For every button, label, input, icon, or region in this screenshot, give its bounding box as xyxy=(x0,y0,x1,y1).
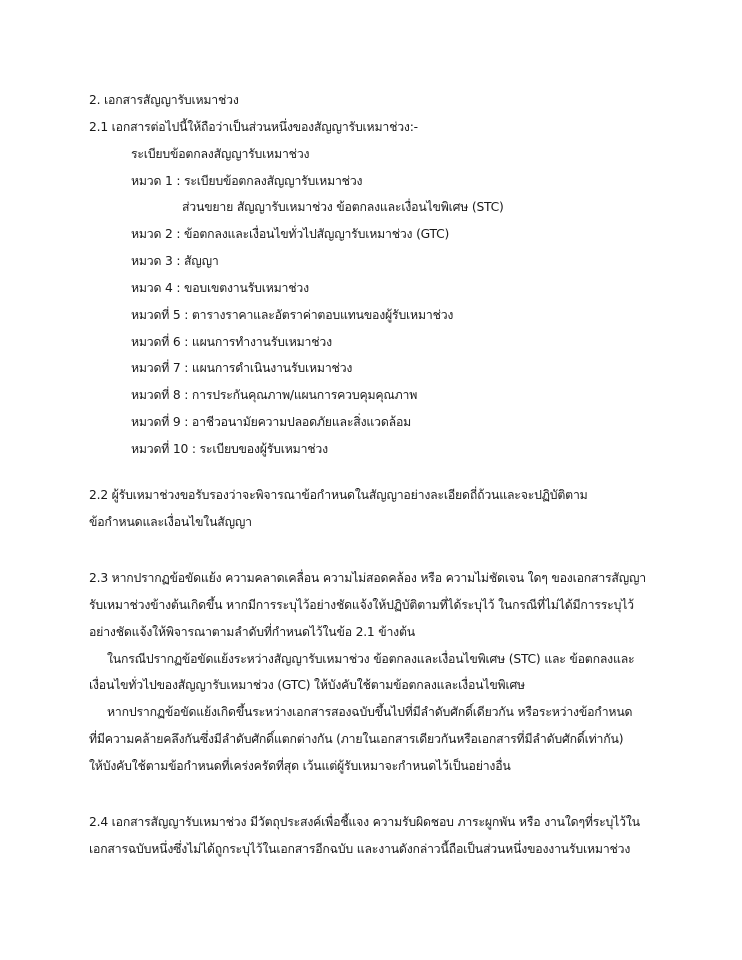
list-item: หมวดที่ 5 : ตารางราคาและอัตราค่าตอบแทนของผู้รับเหมาช่วง xyxy=(131,308,454,322)
section-2-3-line: อย่างชัดแจ้งให้พิจารณาตามลำดับที่กำหนดไว้ในข้อ 2.1 ข้างต้น xyxy=(89,625,415,639)
list-title: ระเบียบข้อตกลงสัญญารับเหมาช่วง xyxy=(131,147,310,161)
list-item: ส่วนขยาย สัญญารับเหมาช่วง ข้อตกลงและเงื่อนไขพิเศษ (STC) xyxy=(182,200,504,214)
section-2-3-line: ในกรณีปรากฏข้อขัดแย้งระหว่างสัญญารับเหมาช่วง ข้อตกลงและเงื่อนไขพิเศษ (STC) และ ข้อตกลงและ xyxy=(107,652,635,666)
section-2-3-line: เงื่อนไขทั่วไปของสัญญารับเหมาช่วง (GTC) ให้บังคับใช้ตามข้อตกลงและเงื่อนไขพิเศษ xyxy=(89,678,525,692)
section-heading: 2. เอกสารสัญญารับเหมาช่วง xyxy=(89,93,239,107)
section-2-4-line: 2.4 เอกสารสัญญารับเหมาช่วง มีวัตถุประสงค์เพื่อชี้แจง ความรับผิดชอบ ภาระผูกพัน หรือ งานใดๆที่ระบุไว้ใน xyxy=(89,815,640,829)
section-2-4-line: เอกสารฉบับหนึ่งซึ่งไม่ได้ถูกระบุไว้ในเอกสารอีกฉบับ และงานดังกล่าวนี้ถือเป็นส่วนหนึ่งของงานรับเหมาช่วง xyxy=(89,842,631,856)
list-item: หมวดที่ 6 : แผนการทำงานรับเหมาช่วง xyxy=(131,335,332,349)
section-2-1-intro: 2.1 เอกสารต่อไปนี้ให้ถือว่าเป็นส่วนหนึ่งของสัญญารับเหมาช่วง:- xyxy=(89,120,418,134)
list-item: หมวดที่ 8 : การประกันคุณภาพ/แผนการควบคุมคุณภาพ xyxy=(131,388,418,402)
list-item: หมวดที่ 9 : อาชีวอนามัยความปลอดภัยและสิ่งแวดล้อม xyxy=(131,415,412,429)
section-2-2-line: 2.2 ผู้รับเหมาช่วงขอรับรองว่าจะพิจารณาข้อกำหนดในสัญญาอย่างละเอียดถี่ถ้วนและจะปฏิบัติตาม xyxy=(89,488,588,502)
list-item: หมวด 1 : ระเบียบข้อตกลงสัญญารับเหมาช่วง xyxy=(131,174,363,188)
section-2-3-line: หากปรากฏข้อขัดแย้งเกิดขึ้นระหว่างเอกสารสองฉบับขึ้นไปที่มีลำดับศักดิ์เดียวกัน หรือระหว่างข้อกำหนด xyxy=(107,705,633,719)
list-item: หมวด 2 : ข้อตกลงและเงื่อนไขทั่วไปสัญญารับเหมาช่วง (GTC) xyxy=(131,227,450,241)
section-2-2-line: ข้อกำหนดและเงื่อนไขในสัญญา xyxy=(89,515,252,529)
list-item: หมวด 3 : สัญญา xyxy=(131,254,219,268)
list-item: หมวดที่ 7 : แผนการดำเนินงานรับเหมาช่วง xyxy=(131,361,353,375)
section-2-3-line: ที่มีความคล้ายคลึงกันซึ่งมีลำดับศักดิ์แตกต่างกัน (ภายในเอกสารเดียวกันหรือเอกสารที่มีลำดับศักดิ์เท่ากัน) xyxy=(89,732,624,746)
section-2-3-line: ให้บังคับใช้ตามข้อกำหนดที่เคร่งครัดที่สุด เว้นแต่ผู้รับเหมาจะกำหนดไว้เป็นอย่างอื่น xyxy=(89,759,511,773)
list-item: หมวด 4 : ขอบเขตงานรับเหมาช่วง xyxy=(131,281,309,295)
section-2-3-line: 2.3 หากปรากฏข้อขัดแย้ง ความคลาดเคลื่อน ความไม่สอดคล้อง หรือ ความไม่ชัดเจน ใดๆ ของเอกสารสัญญา xyxy=(89,571,646,585)
section-2-3-line: รับเหมาช่วงข้างต้นเกิดขึ้น หากมีการระบุไว้อย่างชัดแจ้งให้ปฏิบัติตามที่ได้ระบุไว้ ในกรณีที่ไม่ได้มีการระบุไว้ xyxy=(89,598,634,612)
list-item: หมวดที่ 10 : ระเบียบของผู้รับเหมาช่วง xyxy=(131,442,328,456)
